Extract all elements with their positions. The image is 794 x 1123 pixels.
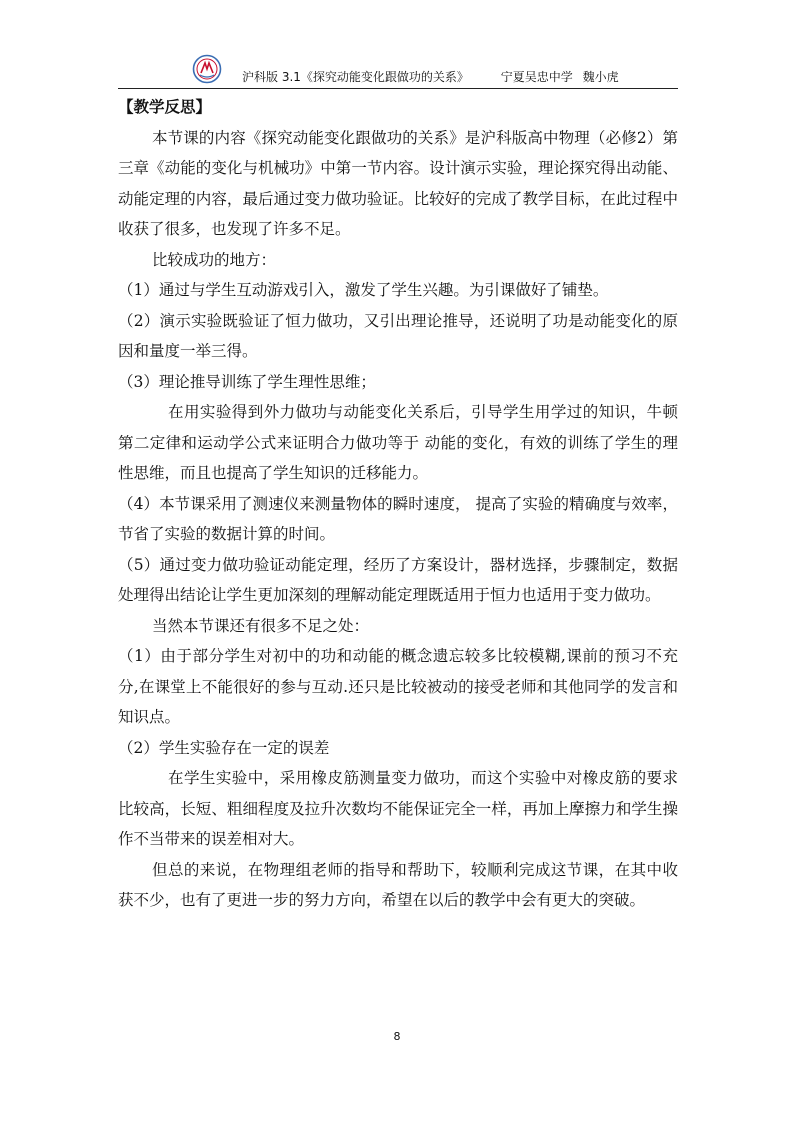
paragraph-intro: 本节课的内容《探究动能变化跟做功的关系》是沪科版高中物理（必修2）第三章《动能的变化与机械功》中第一节内容。设计演示实验，理论探究得出动能、动能定理的内容，最后通过变力做功验证。比较好的完成了教学目标，在此过程中收获了很多，也发现了许多不足。 bbox=[118, 128, 678, 238]
page-header bbox=[118, 56, 678, 89]
header-text bbox=[242, 68, 625, 85]
paragraph-success-2: （2）演示实验既验证了恒力做功，又引出理论推导，还说明了功是动能变化的原因和量度一举三得。 bbox=[118, 311, 678, 360]
paragraph-shortcoming-1: （1）由于部分学生对初中的功和动能的概念遗忘较多比较模糊,课前的预习不充分,在课堂上不能很好的参与互动.还只是比较被动的接受老师和其他同学的发言和知识点。 bbox=[118, 647, 678, 726]
school-logo-icon bbox=[192, 54, 222, 84]
page-number: 8 bbox=[393, 1030, 401, 1043]
header-teacher: 魏小虎 bbox=[582, 70, 619, 84]
paragraph-success-1: （1）通过与学生互动游戏引入，激发了学生兴趣。为引课做好了铺垫。 bbox=[118, 281, 609, 299]
paragraph-conclusion: 但总的来说，在物理组老师的指导和帮助下，较顺利完成这节课，在其中收获不少，也有了更进一步的努力方向，希望在以后的教学中会有更大的突破。 bbox=[118, 860, 678, 909]
paragraph-shortcoming-2-detail: 在学生实验中，采用橡皮筋测量变力做功，而这个实验中对橡皮筋的要求比较高，长短、粗细程度及拉升次数均不能保证完全一样，再加上摩擦力和学生操作不当带来的误差相对大。 bbox=[118, 769, 678, 848]
paragraph-success-3-detail: 在用实验得到外力做功与动能变化关系后，引导学生用学过的知识，牛顿第二定律和运动学公式来证明合力做功等于 动能的变化，有效的训练了学生的理性思维，而且也提高了学生知识的迁移能力。 bbox=[118, 403, 678, 482]
paragraph-shortcoming-2: （2）学生实验存在一定的误差 bbox=[118, 738, 330, 757]
paragraph-success-5: （5）通过变力做功验证动能定理，经历了方案设计，器材选择，步骤制定，数据处理得出结论让学生更加深刻的理解动能定理既适用于恒力也适用于变力做功。 bbox=[118, 555, 678, 604]
header-school: 宁夏吴忠中学 bbox=[500, 70, 573, 84]
paragraph-success-4: （4）本节课采用了测速仪来测量物体的瞬时速度， 提高了实验的精确度与效率，节省了实验的数据计算的时间。 bbox=[118, 494, 678, 543]
section-title: 【教学反思】 bbox=[118, 97, 212, 116]
paragraph-success-3: （3）理论推导训练了学生理性思维； bbox=[118, 372, 376, 391]
header-course: 沪科版 3.1《探究动能变化跟做功的关系》 bbox=[242, 70, 469, 84]
document-body bbox=[118, 92, 678, 916]
paragraph-shortcoming-heading: 当然本节课还有很多不足之处： bbox=[152, 616, 370, 635]
paragraph-success-heading: 比较成功的地方： bbox=[152, 250, 277, 269]
